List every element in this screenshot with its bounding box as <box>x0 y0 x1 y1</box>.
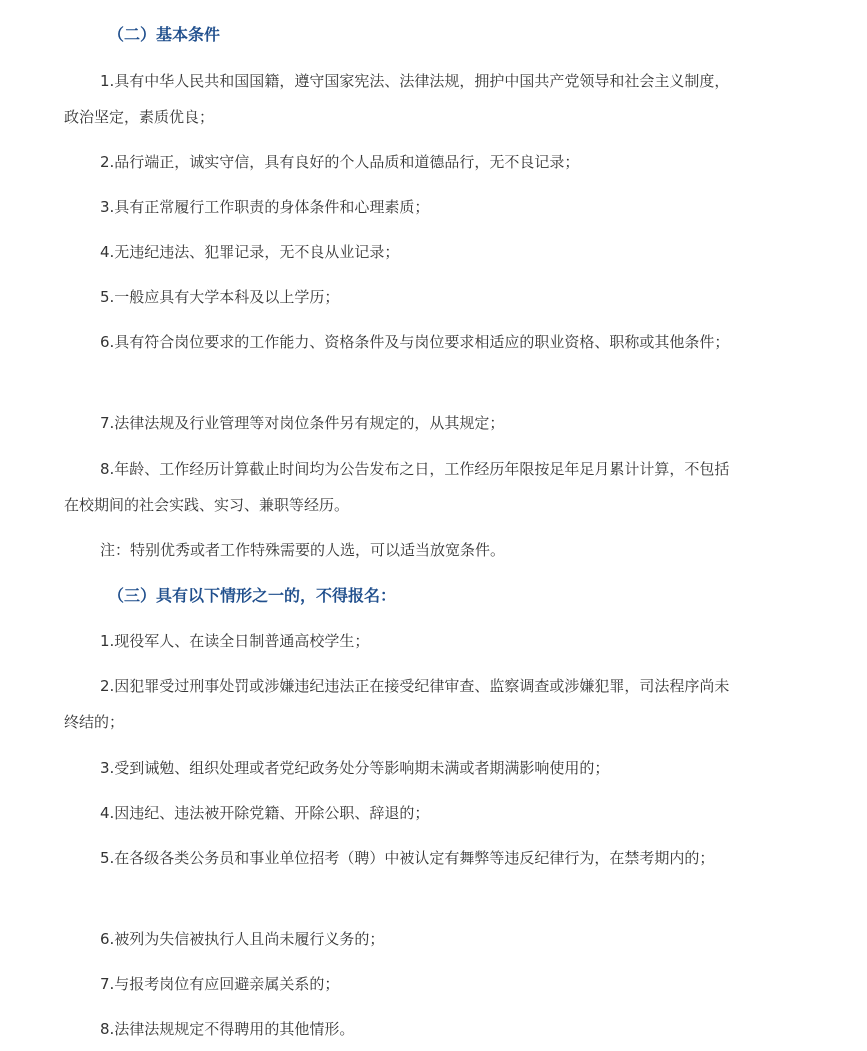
condition-item-1: 1.具有中华人民共和国国籍，遵守国家宪法、法律法规，拥护中国共产党领导和社会主义制度，政治坚定，素质优良； <box>64 72 730 126</box>
disqualification-item-8: 8.法律法规规定不得聘用的其他情形。 <box>100 1020 355 1038</box>
condition-item-6: 6.具有符合岗位要求的工作能力、资格条件及与岗位要求相适应的职业资格、职称或其他条件； <box>100 333 730 351</box>
section-heading-disqualifications: （三）具有以下情形之一的，不得报名： <box>108 586 397 605</box>
disqualification-item-6: 6.被列为失信被执行人且尚未履行义务的； <box>100 930 385 948</box>
condition-item-4: 4.无违纪违法、犯罪记录，无不良从业记录； <box>100 243 400 261</box>
condition-item-3: 3.具有正常履行工作职责的身体条件和心理素质； <box>100 198 430 216</box>
condition-item-7: 7.法律法规及行业管理等对岗位条件另有规定的，从其规定； <box>100 414 505 432</box>
condition-item-5: 5.一般应具有大学本科及以上学历； <box>100 288 340 306</box>
condition-item-8: 8.年龄、工作经历计算截止时间均为公告发布之日，工作经历年限按足年足月累计计算，不包括在校期间的社会实践、实习、兼职等经历。 <box>64 460 730 514</box>
disqualification-item-7: 7.与报考岗位有应回避亲属关系的； <box>100 975 340 993</box>
condition-item-2: 2.品行端正，诚实守信，具有良好的个人品质和道德品行，无不良记录； <box>100 153 580 171</box>
disqualification-item-5: 5.在各级各类公务员和事业单位招考（聘）中被认定有舞弊等违反纪律行为，在禁考期内的； <box>100 849 715 867</box>
disqualification-item-1: 1.现役军人、在读全日制普通高校学生； <box>100 632 370 650</box>
disqualification-item-3: 3.受到诫勉、组织处理或者党纪政务处分等影响期未满或者期满影响使用的； <box>100 759 610 777</box>
section-heading-basic-conditions: （二）基本条件 <box>108 25 221 44</box>
disqualification-item-2: 2.因犯罪受过刑事处罚或涉嫌违纪违法正在接受纪律审查、监察调查或涉嫌犯罪，司法程序尚未终结的； <box>64 677 730 731</box>
condition-note: 注：特别优秀或者工作特殊需要的人选，可以适当放宽条件。 <box>100 541 506 559</box>
disqualification-item-4: 4.因违纪、违法被开除党籍、开除公职、辞退的； <box>100 804 430 822</box>
